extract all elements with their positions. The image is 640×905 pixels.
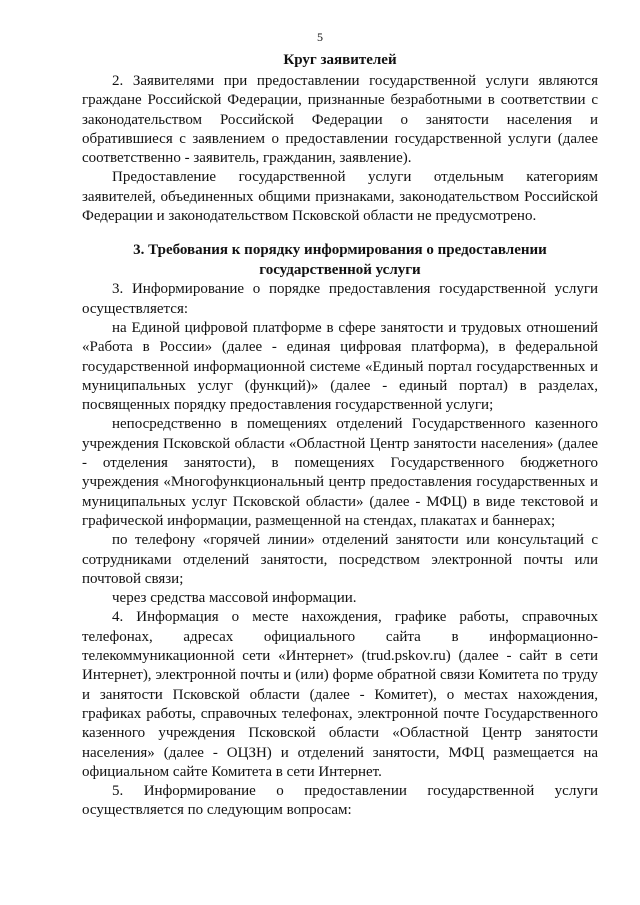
paragraph-hotline: по телефону «горячей линии» отделений занятости или консультаций с сотрудниками отделений занятости, посредством электронной почты или почтовой связи; — [82, 532, 598, 587]
document-body — [82, 50, 598, 821]
paragraph-3: 3. Информирование о порядке предоставления государственной услуги осуществляется: — [82, 281, 598, 317]
paragraph-5: 5. Информирование о предоставлении государственной услуги осуществляется по следующим вопросам: — [82, 783, 598, 819]
section-3-title-line1: 3. Требования к порядку информирования о предоставлении — [133, 242, 547, 259]
section-3-title-line2: государственной услуги — [259, 262, 421, 279]
paragraph-premises: непосредственно в помещениях отделений Государственного казенного учреждения Псковской области «Областной Центр занятости населения» (далее - отделения занятости), в помещениях Государственного бюджетного учреждения «Многофункциональный центр предоставления государственных и муниципальных услуг Псковской области» (далее - МФЦ) в виде текстовой и графической информации, размещенной на стендах, плакатах и баннерах; — [82, 416, 598, 529]
paragraph-2: 2. Заявителями при предоставлении государственной услуги являются граждане Российской Федерации, признанные безработными в соответствии с законодательством Российской Федерации о занятости населения и обратившиеся с заявлением о предоставлении государственной услуги (далее соответственно - заявитель, гражданин, заявление). — [82, 73, 598, 167]
section-title-applicants: Круг заявителей — [283, 52, 397, 68]
paragraph-mass-media: через средства массовой информации. — [112, 590, 357, 607]
paragraph-4: 4. Информация о месте нахождения, графике работы, справочных телефонах, адресах официального сайта в информационно-телекоммуникационной сети «Интернет» (trud.pskov.ru) (далее - сайт в сети Интернет), электронной почты и (или) форме обратной связи Комитета по труду и занятости Псковской области (далее - Комитет), о местах нахождения, графиках работы, справочных телефонах, электронной почте Государственного казенного учреждения Псковской области «Областной Центр занятости населения» (далее - ОЦЗН) и отделений занятости, МФЦ размещается на официальном сайте Комитета в сети Интернет. — [82, 609, 598, 780]
page-number: 5 — [317, 30, 323, 44]
paragraph-no-categories: Предоставление государственной услуги отдельным категориям заявителей, объединенных общими признаками, законодательством Российской Федерации и законодательством Псковской области не предусмотрено. — [82, 169, 598, 225]
paragraph-digital-platform: на Единой цифровой платформе в сфере занятости и трудовых отношений «Работа в России» (далее - единая цифровая платформа), в федеральной государственной информационной системе «Единый портал государственных и муниципальных услуг (функций)» (далее - единый портал) в разделах, посвященных порядку предоставления государственной услуги; — [82, 319, 598, 414]
